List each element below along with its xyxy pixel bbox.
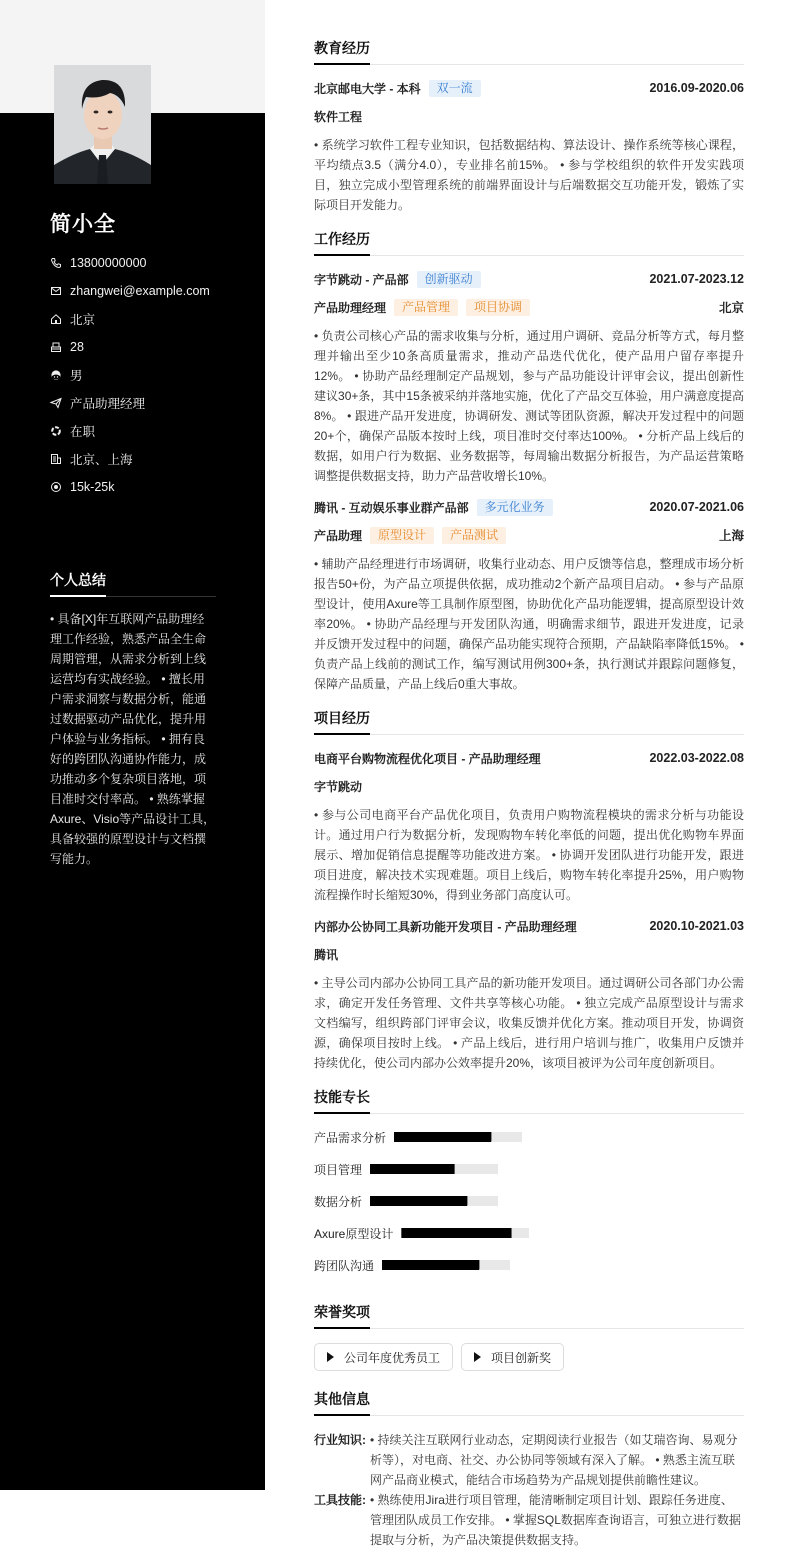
other-row [314,1430,744,1490]
skill-fill [370,1164,455,1174]
section-title: 技能专长 [314,1089,370,1105]
sidebar [0,0,265,1490]
section-divider [314,63,744,65]
work-item [314,270,744,486]
skill-bar [382,1260,510,1270]
section-divider [314,254,744,256]
mail-icon [50,285,62,297]
info-location [50,305,250,333]
project-desc: • 主导公司内部办公协同工具产品的新功能开发项目。通过调研公司各部门办公需求，确定开发任务管理、文件共享等核心功能。 • 独立完成产品原型设计与需求文档编写，组织跨部门评审会议，收集反馈并优化方案。推动项目开发，协调资源，确保项目按时上线。 • 产品上线后，进行用户培训与推广，收集用户反馈并持续优化，使公司内部办公效率提升20%，该项目被评为公司年度创新项目。 [314,976,744,1070]
info-age [50,333,250,361]
section-title: 其他信息 [314,1391,370,1407]
info-salary [50,473,250,501]
skill-fill [401,1228,511,1238]
education-desc: • 系统学习软件工程专业知识，包括数据结构、算法设计、操作系统等核心课程，平均绩点3.5（满分4.0），专业排名前15%。 • 参与学校组织的软件开发实践项目，独立完成小型管理系统的前端界面设计与后端数据交互功能开发，锻炼了实际项目开发能力。 [314,138,744,212]
awards-list [314,1343,744,1371]
profile-name: 简小全 [50,213,116,236]
phone-icon [50,257,62,269]
avatar-photo [54,65,151,184]
personal-summary [50,570,216,869]
skill-item [314,1192,535,1210]
contact-info-list [50,249,250,501]
gender-icon [50,369,62,381]
skill-name: 跨团队沟通 [314,1258,375,1273]
work-desc: • 辅助产品经理进行市场调研，收集行业动态、用户反馈等信息，整理成市场分析报告50+份，为产品立项提供依据，成功推动2个新产品项目启动。 • 参与产品原型设计，使用Axure等工具制作原型图，协助优化产品功能逻辑，提高原型设计效率20%。 • 协助产品经理与开发团队沟通，明确需求细节，跟进开发进度，记录并反馈开发过程中的问题，确保产品功能实现符合预期，产品缺陷率降低15%。 • 负责产品上线前的测试工作，编写测试用例300+条，执行测试并跟踪问题修复，保障产品质量，产品上线后0重大事故。 [314,557,744,691]
section-work [314,229,744,694]
info-gender [50,361,250,389]
other-key: 工具技能: [314,1493,366,1507]
work-city: 上海 [718,529,744,543]
info-phone [50,249,250,277]
section-divider [314,1112,744,1114]
section-title: 项目经历 [314,710,370,726]
work-header [314,498,744,516]
section-title: 工作经历 [314,231,370,247]
skill-item [314,1160,535,1178]
salary-icon [50,481,62,493]
status-value: 在职 [70,425,96,439]
building-icon [50,453,62,465]
role: 产品助理经理 [314,300,387,315]
section-projects [314,708,744,1073]
project-org: 字节跳动 [314,779,363,794]
phone-value: 13800000000 [70,256,147,270]
company-tag: 多元化业务 [477,499,553,516]
home-icon [50,313,62,325]
company: 腾讯 - 互动娱乐事业群产品部 [314,500,469,515]
work-item [314,498,744,694]
work-role-row [314,298,744,316]
skill-fill [382,1260,479,1270]
role-tag: 产品管理 [394,299,458,316]
skill-bar [370,1196,498,1206]
gender-value: 男 [70,369,83,383]
summary-text: • 具备[X]年互联网产品助理经理工作经验，熟悉产品全生命周期管理，从需求分析到上线运营均有实战经验。 • 擅长用户需求洞察与数据分析，能通过数据驱动产品优化，提升用户体验与业务指标。 • 拥有良好的跨团队沟通协作能力，成功推动多个复杂项目落地，项目准时交付率高。 • 熟练掌握Axure、Visio等产品设计工具，具备较强的原型设计与文档撰写能力。 [50,612,216,866]
skill-fill [370,1196,467,1206]
role: 产品助理 [314,528,363,543]
school-tag: 双一流 [429,80,481,97]
skills-grid [314,1128,744,1288]
education-major-row [314,107,744,125]
skill-bar [394,1132,522,1142]
section-divider [314,733,744,735]
work-date: 2021.07-2023.12 [649,272,744,286]
award-label: 公司年度优秀员工 [344,1350,441,1365]
position-value: 产品助理经理 [70,397,146,411]
project-org-row [314,777,744,795]
info-position [50,389,250,417]
work-city: 北京 [718,301,744,315]
project-header [314,917,744,935]
skill-item [314,1256,535,1274]
project-name: 电商平台购物流程优化项目 - 产品助理经理 [314,751,541,766]
project-date: 2022.03-2022.08 [649,751,744,765]
company: 字节跳动 - 产品部 [314,272,409,287]
work-header [314,270,744,288]
work-desc: • 负责公司核心产品的需求收集与分析，通过用户调研、竞品分析等方式，每月整理并输出至少10条高质量需求，推动产品迭代优化，使产品用户留存率提升12%。 • 协助产品经理制定产品规划，参与产品功能设计评审会议，提出创新性建议30+条，其中15条被采纳并落地实施，优化了产品交互体验，用户满意度提高8%。 • 跟进产品开发进度，协调研发、测试等团队资源，解决开发过程中的问题20+个，确保产品版本按时上线，项目准时交付率达100%。 • 分析产品上线后的数据，如用户行为数据、业务数据等，每周输出数据分析报告，为产品运营策略调整提供数据支持，助力产品营收增长10%。 [314,329,744,483]
school-name: 北京邮电大学 - 本科 [314,81,421,96]
major: 软件工程 [314,109,363,124]
skill-bar [401,1228,529,1238]
project-item [314,917,744,1073]
info-city [50,445,250,473]
email-value: zhangwei@example.com [70,284,210,298]
work-role-row [314,526,744,544]
award-label: 项目创新奖 [491,1350,552,1365]
other-value: • 持续关注互联网行业动态，定期阅读行业报告（如艾瑞咨询、易观分析等），对电商、社交、办公协同等领域有深入了解。 • 熟悉主流互联网产品商业模式，能结合市场趋势为产品规划提供前瞻性建议。 [370,1433,738,1487]
play-triangle-icon [327,1352,334,1362]
project-org: 腾讯 [314,947,339,962]
avatar [54,65,151,184]
city-value: 北京、上海 [70,453,133,467]
role-tag: 原型设计 [370,527,434,544]
section-education [314,38,744,215]
project-desc: • 参与公司电商平台产品优化项目，负责用户购物流程模块的需求分析与功能设计。通过用户行为数据分析，发现购物车转化率低的问题，提出优化购物车界面展示、增加促销信息提醒等功能改进方案。 • 协调开发团队进行功能开发，跟进项目进度，解决技术实现难题。项目上线后，购物车转化率提升25%，用户购物流程操作时长缩短30%，得到业务部门高度认可。 [314,808,744,902]
role-tag: 项目协调 [466,299,530,316]
skill-bar [370,1164,498,1174]
award-chip [461,1343,564,1371]
location-value: 北京 [70,313,96,327]
skill-fill [394,1132,491,1142]
skill-name: 项目管理 [314,1162,363,1177]
skill-name: 产品需求分析 [314,1130,387,1145]
award-chip [314,1343,453,1371]
section-divider [314,1327,744,1329]
section-title: 荣誉奖项 [314,1304,370,1320]
info-status [50,417,250,445]
other-value: • 熟练使用Jira进行项目管理，能清晰制定项目计划、跟踪任务进度、管理团队成员工作安排。 • 掌握SQL数据库查询语言，可独立进行数据提取与分析，为产品决策提供数据支持。 [370,1493,741,1547]
age-icon [50,341,62,353]
main-content [314,38,744,1564]
education-header [314,79,744,97]
project-header [314,749,744,767]
project-item [314,749,744,905]
skill-name: 数据分析 [314,1194,363,1209]
send-icon [50,397,62,409]
project-date: 2020.10-2021.03 [649,919,744,933]
info-email [50,277,250,305]
age-value: 28 [70,340,84,354]
section-divider [314,1414,744,1416]
education-date: 2016.09-2020.06 [649,81,744,95]
project-name: 内部办公协同工具新功能开发项目 - 产品助理经理 [314,919,577,934]
other-row [314,1490,744,1550]
skill-name: Axure原型设计 [314,1226,394,1241]
section-title: 教育经历 [314,40,370,56]
company-tag: 创新驱动 [417,271,481,288]
skill-item [314,1128,535,1146]
section-other [314,1389,744,1550]
salary-value: 15k-25k [70,480,115,494]
play-triangle-icon [474,1352,481,1362]
role-tag: 产品测试 [442,527,506,544]
summary-title: 个人总结 [50,572,106,588]
status-icon [50,425,62,437]
skill-item [314,1224,535,1242]
work-date: 2020.07-2021.06 [649,500,744,514]
other-key: 行业知识: [314,1433,366,1447]
summary-divider [50,595,216,597]
section-skills [314,1087,744,1288]
project-org-row [314,945,744,963]
section-awards [314,1302,744,1371]
